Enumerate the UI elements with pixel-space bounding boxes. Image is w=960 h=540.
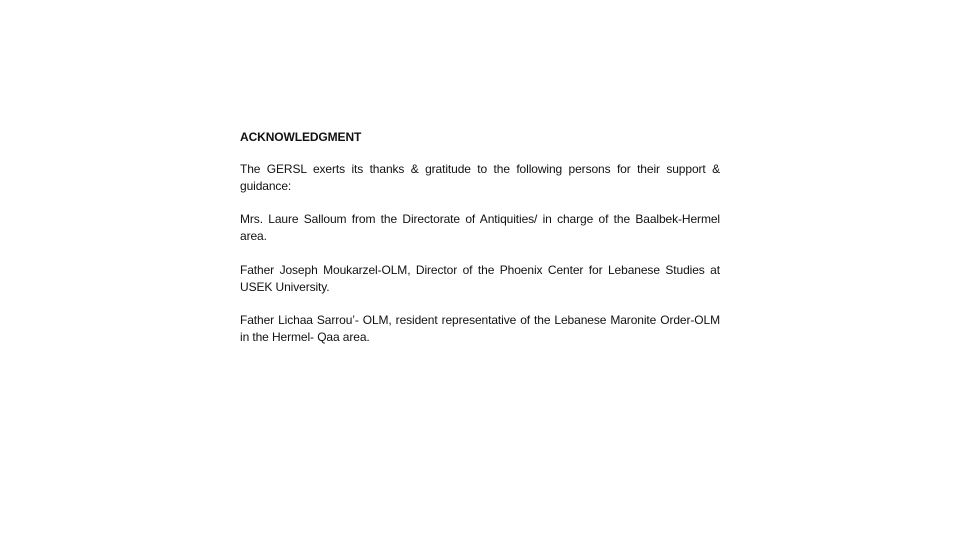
acknowledgment-paragraph-moukarzel: Father Joseph Moukarzel-OLM, Director of the Phoenix Center for Lebanese Studies at USEK University. <box>240 263 720 294</box>
acknowledgment-paragraph-sarrou: Father Lichaa Sarrou’- OLM, resident representative of the Lebanese Maronite Order-OLM in the Hermel- Qaa area. <box>240 313 720 344</box>
section-heading: ACKNOWLEDGMENT <box>240 130 362 144</box>
acknowledgment-paragraph-salloum: Mrs. Laure Salloum from the Directorate of Antiquities/ in charge of the Baalbek-Hermel area. <box>240 212 720 243</box>
intro-paragraph: The GERSL exerts its thanks & gratitude to the following persons for their support & guidance: <box>240 162 720 193</box>
acknowledgment-section <box>240 129 720 346</box>
